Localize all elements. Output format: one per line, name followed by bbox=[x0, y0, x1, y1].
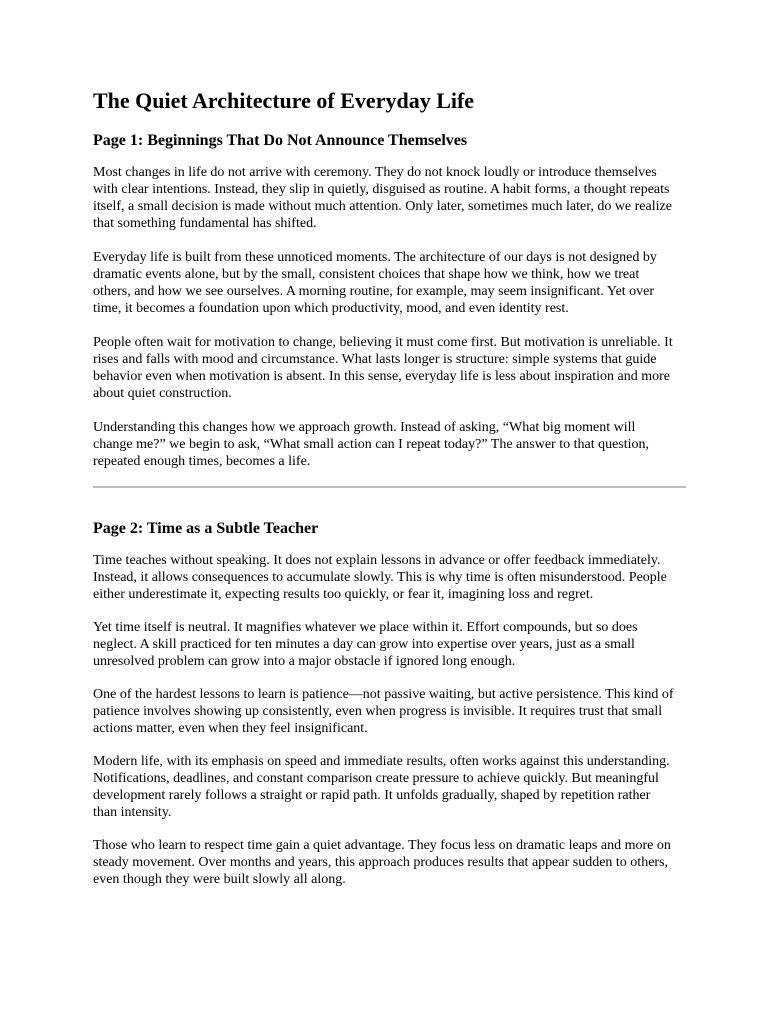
paragraph: One of the hardest lessons to learn is patience—not passive waiting, but active persistence. This kind of patience involves showing up consistently, even when progress is invisible. It requires trust that small actions matter, even when they feel insignificant. bbox=[93, 687, 674, 736]
paragraph: Most changes in life do not arrive with ceremony. They do not knock loudly or introduce themselves with clear intentions. Instead, they slip in quietly, disguised as routine. A habit forms, a thought repeats itself, a small decision is made without much attention. Only later, sometimes much later, do we realize that something fundamental has shifted. bbox=[93, 165, 672, 231]
paragraph: Understanding this changes how we approach growth. Instead of asking, “What big moment will change me?” we begin to ask, “What small action can I repeat today?” The answer to that question, repeated enough times, becomes a life. bbox=[93, 420, 650, 469]
paragraph: Yet time itself is neutral. It magnifies whatever we place within it. Effort compounds, but so does neglect. A skill practiced for ten minutes a day can grow into expertise over years, just as a small unresolved problem can grow into a major obstacle if ignored long enough. bbox=[93, 620, 638, 669]
section-heading-page-2: Page 2: Time as a Subtle Teacher bbox=[93, 520, 319, 537]
paragraph: People often wait for motivation to change, believing it must come first. But motivation is unreliable. It rises and falls with mood and circumstance. What lasts longer is structure: simple systems that guide behavior even when motivation is absent. In this sense, everyday life is less about inspiration and more about quiet construction. bbox=[93, 335, 673, 401]
paragraph: Time teaches without speaking. It does not explain lessons in advance or offer feedback immediately. Instead, it allows consequences to accumulate slowly. This is why time is often misunderstood. People either underestimate it, expecting results too quickly, or fear it, imagining loss and regret. bbox=[93, 553, 667, 602]
document-title: The Quiet Architecture of Everyday Life bbox=[93, 88, 475, 113]
paragraph: Those who learn to respect time gain a quiet advantage. They focus less on dramatic leaps and more on steady movement. Over months and years, this approach produces results that appear sudden to others, even though they were built slowly all along. bbox=[93, 838, 671, 887]
paragraph: Everyday life is built from these unnoticed moments. The architecture of our days is not designed by dramatic events alone, but by the small, consistent choices that shape how we think, how we treat others, and how we see ourselves. A morning routine, for example, may seem insignificant. Yet over time, it becomes a foundation upon which productivity, mood, and even identity rest. bbox=[93, 250, 657, 316]
page-divider bbox=[93, 486, 686, 488]
section-heading-page-1: Page 1: Beginnings That Do Not Announce Themselves bbox=[93, 132, 468, 149]
paragraph: Modern life, with its emphasis on speed and immediate results, often works against this understanding. Notifications, deadlines, and constant comparison create pressure to achieve quickly. But meaningful development rarely follows a straight or rapid path. It unfolds gradually, shaped by repetition rather than intensity. bbox=[93, 754, 670, 820]
